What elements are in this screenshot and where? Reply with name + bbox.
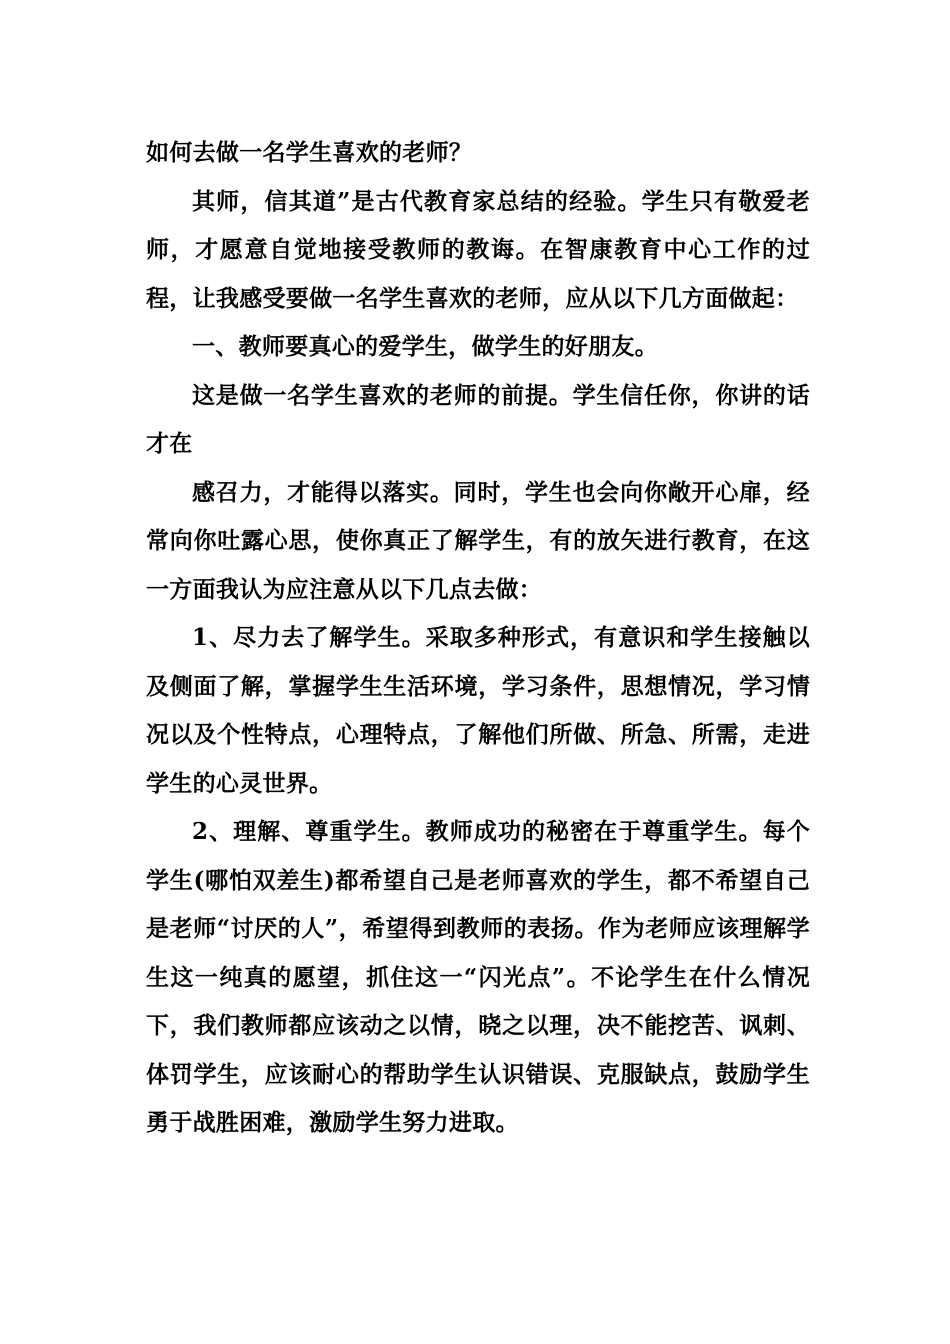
paragraph-influence: 感召力，才能得以落实。同时，学生也会向你敞开心扉，经常向你吐露心思，使你真正了解学生，有的放矢进行教育，在这一方面我认为应注意从以下几点去做： bbox=[146, 478, 810, 603]
paragraph-intro: 其师，信其道”是古代教育家总结的经验。学生只有敬爱老师，才愿意自觉地接受教师的教诲。在智康教育中心工作的过程，让我感受要做一名学生喜欢的老师，应从以下几方面做起： bbox=[146, 187, 810, 312]
document-body bbox=[146, 129, 810, 1148]
document-title: 如何去做一名学生喜欢的老师？ bbox=[146, 139, 473, 166]
paragraph-point-1: 1、尽力去了解学生。采取多种形式，有意识和学生接触以及侧面了解，掌握学生生活环境，学习条件，思想情况，学习情况以及个性特点，心理特点，了解他们所做、所急、所需，走进学生的心灵世界。 bbox=[146, 624, 810, 797]
section-heading-1: 一、教师要真心的爱学生，做学生的好朋友。 bbox=[192, 333, 658, 360]
paragraph-point-2: 2、理解、尊重学生。教师成功的秘密在于尊重学生。每个学生(哪怕双差生)都希望自己是老师喜欢的学生，都不希望自己是老师“讨厌的人”，希望得到教师的表扬。作为老师应该理解学生这一纯真的愿望，抓住这一“闪光点”。不论学生在什么情况下，我们教师都应该动之以情，晓之以理，决不能挖苦、讽刺、体罚学生，应该耐心的帮助学生认识错误、克服缺点，鼓励学生勇于战胜困难，激励学生努力进取。 bbox=[146, 818, 810, 1136]
paragraph-premise: 这是做一名学生喜欢的老师的前提。学生信任你，你讲的话才在 bbox=[146, 381, 810, 457]
